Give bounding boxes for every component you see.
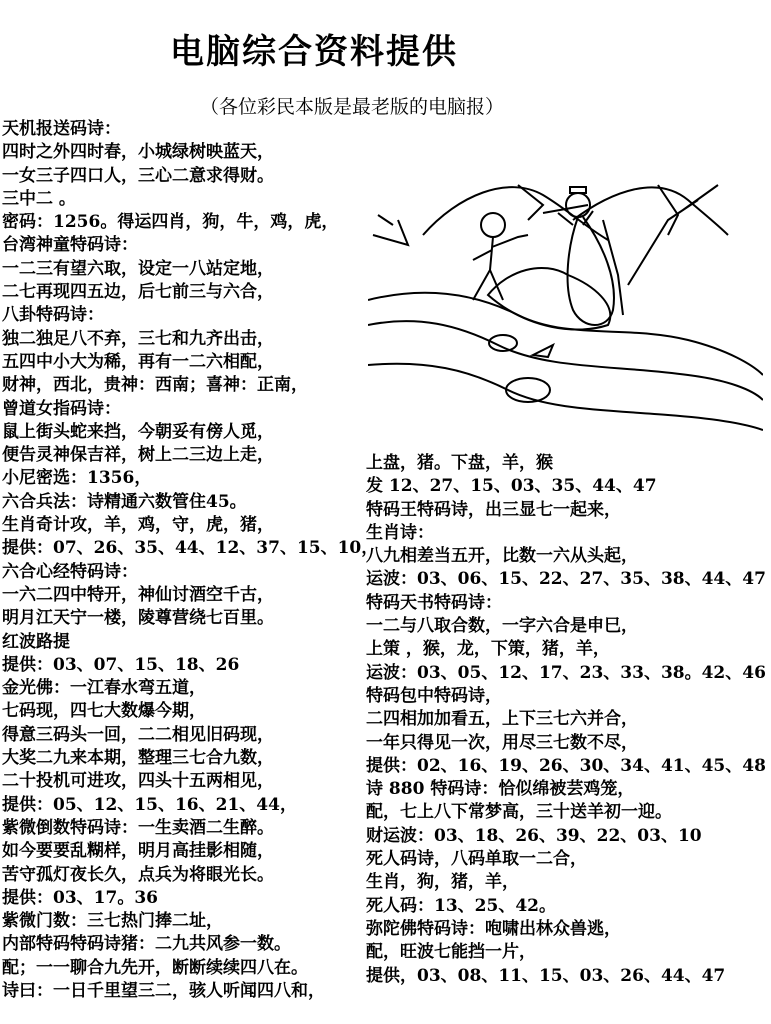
left-text-column [2, 118, 378, 1003]
left-text-line: 四时之外四时春，小城绿树映蓝天， [2, 142, 274, 163]
left-text-line: 紫微门数：三七热门捧二址， [2, 911, 223, 932]
left-text-line: 提供：03、17。36 [2, 887, 158, 908]
left-text-line: 诗曰：一日千里望三二，骇人听闻四八和， [2, 980, 325, 1001]
right-text-line: 上盘，猪。下盘，羊，猴 [366, 453, 553, 473]
right-text-line: 上策 ，猴，龙，下策，猪，羊， [366, 639, 610, 660]
right-text-line: 配，七上八下常梦高，三十送羊初一迎。 [366, 802, 672, 823]
right-text-line: 提供，03、08、11、15、03、26、44、47 [366, 965, 726, 986]
left-text-line: 独二独足八不弃，三七和九齐出击， [2, 328, 274, 349]
page-subtitle: （各位彩民本版是最老版的电脑报） [200, 96, 505, 118]
right-text-line: 生肖，狗，猪，羊， [366, 872, 519, 893]
left-text-line: 鼠上街头蛇来挡，今朝妥有傍人觅， [2, 421, 274, 442]
left-text-line: 紫微倒数特码诗：一生卖酒二生醉。 [2, 817, 274, 838]
right-text-line: 特码包中特码诗， [366, 685, 502, 706]
left-text-line: 提供：03、07、15、18、26 [2, 654, 240, 675]
left-text-line: 提供：05、12、15、16、21、44， [2, 794, 297, 815]
right-text-line: 一二与八取合数，一字六合是申巳， [366, 616, 638, 637]
left-text-line: 财神，西北，贵神：西南；喜神：正南， [2, 375, 308, 396]
left-text-line: 便告灵神保吉祥，树上二三边上走， [2, 445, 274, 466]
page-title: 电脑综合资料提供 [170, 32, 458, 72]
left-text-line: 配；一一聊合九先开，断断续续四八在。 [2, 957, 308, 978]
left-text-line: 曾道女指码诗： [2, 398, 121, 419]
left-text-line: 内部特码特码诗猪：二九共风参一数。 [2, 934, 291, 955]
left-text-line: 苦守孤灯夜长久，点兵为将眼光长。 [2, 864, 274, 885]
right-text-line: 生肖诗： [366, 522, 434, 543]
left-text-line: 天机报送码诗： [2, 119, 121, 139]
left-text-line: 小尼密选：1356， [2, 468, 152, 489]
left-text-line: 大奖二九来本期，整理三七合九数， [2, 748, 274, 769]
left-text-line: 六合心经特码诗： [2, 561, 138, 582]
left-text-line: 一女三子四口人，三心二意求得财。 [2, 165, 274, 186]
right-text-line: 特码天书特码诗： [366, 592, 502, 613]
left-text-line: 生肖奇计攻，羊，鸡，守，虎，猪， [2, 515, 274, 536]
left-text-line: 提供：07、26、35、44、12、37、15、10， [2, 538, 379, 559]
left-text-line: 台湾神童特码诗： [2, 235, 138, 256]
right-text-line: 配，旺波七能挡一片， [366, 942, 536, 963]
left-text-line: 五四中小大为稀，再有一二六相配， [2, 351, 274, 372]
left-text-line: 七码现，四七大数爆今期， [2, 701, 206, 722]
left-text-line: 一二三有望六取，设定一八站定地， [2, 258, 274, 279]
left-text-line: 密码：1256。得运四肖，狗，牛，鸡，虎， [2, 212, 339, 233]
left-text-line: 一六二四中特开，神仙讨酒空千古， [2, 584, 274, 605]
figure-left-head [481, 213, 505, 237]
left-text-line: 如今要要乱糊样，明月高挂影相随， [2, 841, 274, 862]
right-text-line: 特码王特码诗，出三显七一起来， [366, 499, 621, 520]
branch-left [373, 215, 408, 245]
left-text-line: 三中二 。 [2, 188, 76, 209]
left-text-line: 二十投机可进攻，四头十五两相见， [2, 771, 274, 792]
right-text-line: 八九相差当五开，比数一六从头起， [366, 546, 638, 567]
left-text-line: 得意三码头一回，二二相见旧码现， [2, 724, 274, 745]
left-text-line: 金光佛：一江春水弯五道， [2, 678, 206, 699]
right-text-line: 一年只得见一次，用尽三七数不尽， [366, 732, 638, 753]
left-text-line: 红波路提 [2, 631, 70, 652]
illustration [368, 165, 763, 437]
left-text-line: 明月江天宁一楼，陵尊营绕七百里。 [2, 608, 274, 629]
branch-right [628, 185, 718, 285]
right-text-line: 提供：02、16、19、26、30、34、41、45、48 [366, 755, 766, 776]
right-text-column [366, 452, 766, 988]
boat [533, 345, 553, 357]
right-text-line: 财运波：03、18、26、39、22、03、10 [366, 825, 702, 846]
left-text-line: 二七再现四五边，后七前三与六合， [2, 282, 274, 303]
right-text-line: 运波：03、06、15、22、27、35、38、44、47 [366, 569, 766, 590]
left-text-line: 六合兵法：诗精通六数管住45。 [2, 491, 247, 512]
right-text-line: 死人码诗，八码单取一二合， [366, 849, 587, 870]
left-text-line: 八卦特码诗： [2, 305, 104, 326]
right-text-line: 死人码：13、25、42。 [366, 895, 556, 916]
right-text-line: 二四相加加看五，上下三七六并合， [366, 709, 638, 730]
right-text-line: 诗 880 特码诗：恰似绵被芸鸡笼， [366, 779, 635, 800]
right-text-line: 运波：03、05、12、17、23、33、38。42、46 [366, 662, 766, 683]
right-text-line: 弥陀佛特码诗：咆啸出林众兽逃， [366, 918, 621, 939]
right-text-line: 发 12、27、15、03、35、44、47 [366, 476, 657, 497]
